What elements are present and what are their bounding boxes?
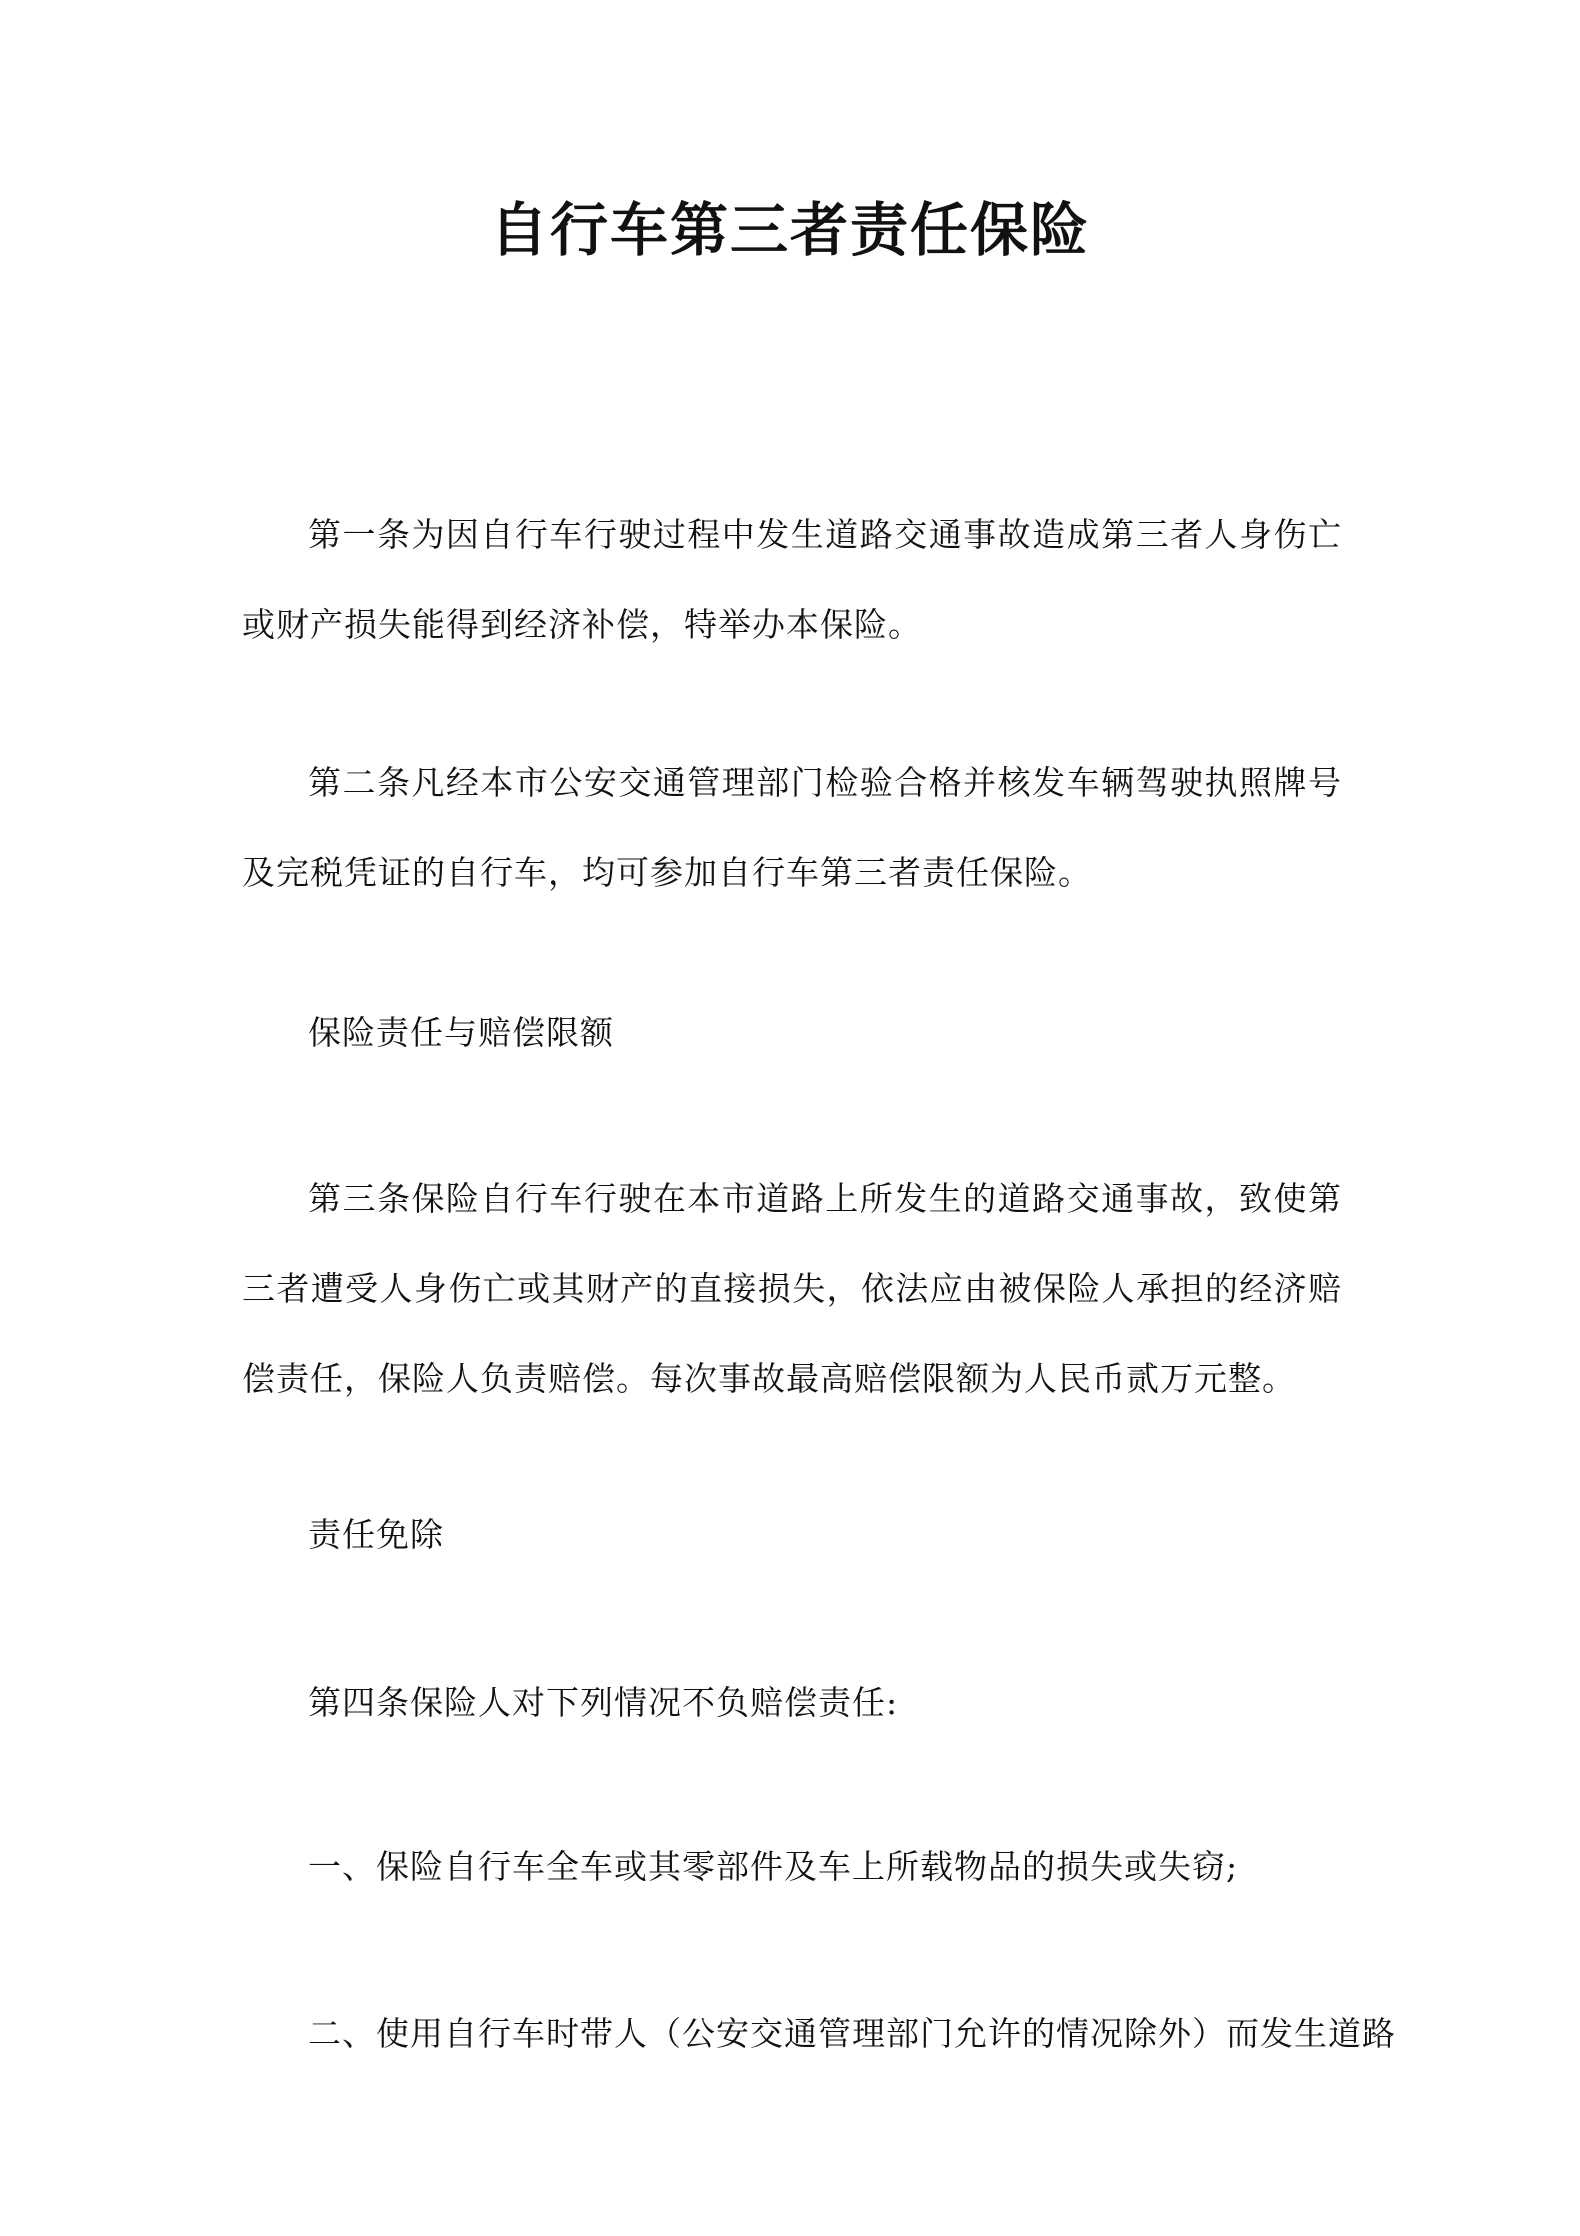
article-3-paragraph: 第三条保险自行车行驶在本市道路上所发生的道路交通事故，致使第三者遭受人身伤亡或其财产的直接损失，依法应由被保险人承担的经济赔偿责任，保险人负责赔偿。每次事故最高赔偿限额为人民币贰万元整。 (242, 1179, 1342, 1398)
liability-section-heading: 保险责任与赔偿限额 (308, 1013, 614, 1052)
document-title: 自行车第三者责任保险 (489, 196, 1090, 264)
exemption-item-2: 二、使用自行车时带人（公安交通管理部门允许的情况除外）而发生道路 (308, 2014, 1396, 2053)
article-4-paragraph: 第四条保险人对下列情况不负赔偿责任: (308, 1683, 899, 1722)
exemption-item-1: 一、保险自行车全车或其零部件及车上所载物品的损失或失窃; (308, 1847, 1239, 1886)
article-1-paragraph: 第一条为因自行车行驶过程中发生道路交通事故造成第三者人身伤亡或财产损失能得到经济补偿，特举办本保险。 (242, 515, 1342, 644)
article-2-paragraph: 第二条凡经本市公安交通管理部门检验合格并核发车辆驾驶执照牌号及完税凭证的自行车，均可参加自行车第三者责任保险。 (242, 763, 1342, 892)
exemption-section-heading: 责任免除 (308, 1515, 444, 1554)
